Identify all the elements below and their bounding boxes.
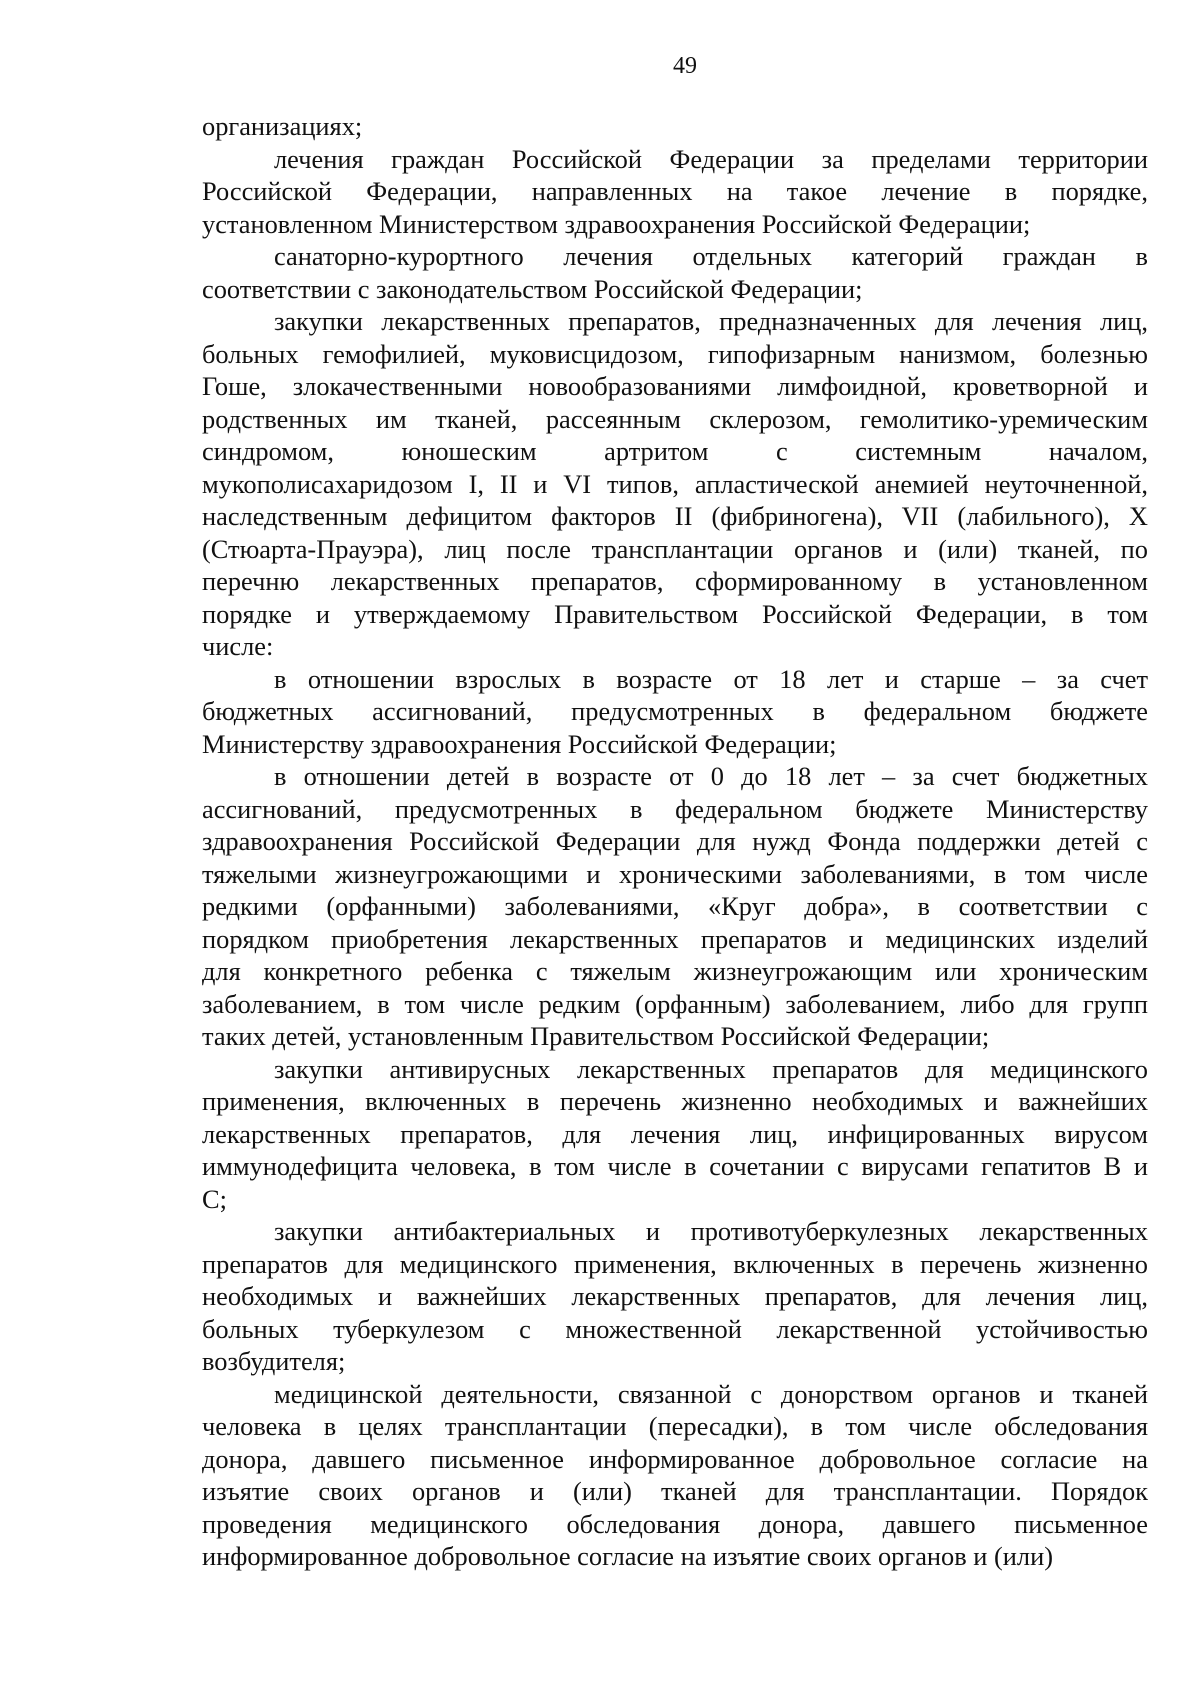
text-line: родственных им тканей, рассеянным склерозом, гемолитико-уремическим: [202, 403, 1148, 434]
text-line: проведения медицинского обследования донора, давшего письменное: [202, 1508, 1148, 1539]
text-line: для конкретного ребенка с тяжелым жизнеугрожающим или хроническим: [202, 956, 1148, 986]
text-line: перечню лекарственных препаратов, сформированному в установленном: [202, 566, 1148, 596]
text-line: изъятие своих органов и (или) тканей для трансплантации. Порядок: [202, 1476, 1148, 1506]
text-line: в отношении детей в возрасте от 0 до 18 лет – за счет бюджетных: [274, 761, 1148, 791]
text-line: применения, включенных в перечень жизненно необходимых и важнейших: [202, 1086, 1148, 1116]
paragraph: [202, 143, 1148, 241]
text-line: больных гемофилией, муковисцидозом, гипофизарным нанизмом, болезнью: [202, 338, 1148, 369]
text-line: информированное добровольное согласие на изъятие своих органов и (или): [202, 1541, 1054, 1571]
text-line: здравоохранения Российской Федерации для нужд Фонда поддержки детей с: [202, 826, 1148, 856]
document-body: [202, 110, 1148, 1573]
text-line: мукополисахаридозом I, II и VI типов, апластической анемией неуточненной,: [202, 468, 1148, 499]
text-line: (Стюарта-Прауэра), лиц после трансплантации органов и (или) тканей, по: [202, 533, 1148, 564]
text-line: закупки лекарственных препаратов, предназначенных для лечения лиц,: [274, 306, 1148, 336]
text-line: необходимых и важнейших лекарственных препаратов, для лечения лиц,: [202, 1281, 1148, 1311]
text-line: заболеванием, в том числе редким (орфанным) заболеванием, либо для групп: [202, 988, 1148, 1019]
paragraph: [202, 1378, 1148, 1573]
text-line: тяжелыми жизнеугрожающими и хроническими заболеваниями, в том числе: [202, 858, 1148, 889]
text-line: санаторно-курортного лечения отдельных категорий граждан в: [274, 241, 1148, 271]
text-line: закупки антибактериальных и противотуберкулезных лекарственных: [274, 1216, 1148, 1246]
text-line: препаратов для медицинского применения, включенных в перечень жизненно: [202, 1248, 1148, 1279]
paragraph: [202, 1215, 1148, 1378]
text-line: иммунодефицита человека, в том числе в сочетании с вирусами гепатитов B и: [202, 1151, 1148, 1181]
text-line: лекарственных препаратов, для лечения лиц, инфицированных вирусом: [202, 1118, 1148, 1149]
text-line: возбудителя;: [202, 1346, 346, 1376]
text-line: лечения граждан Российской Федерации за пределами территории: [274, 143, 1148, 174]
text-line: Министерству здравоохранения Российской Федерации;: [202, 728, 837, 759]
text-line: человека в целях трансплантации (пересадки), в том числе обследования: [202, 1411, 1148, 1441]
text-line: порядке и утверждаемому Правительством Российской Федерации, в том: [202, 598, 1148, 629]
text-line: числе:: [202, 631, 274, 661]
text-line: бюджетных ассигнований, предусмотренных в федеральном бюджете: [202, 696, 1148, 726]
text-line: организациях;: [202, 111, 363, 141]
text-line: в отношении взрослых в возрасте от 18 лет и старше – за счет: [274, 663, 1148, 694]
text-line: больных туберкулезом с множественной лекарственной устойчивостью: [202, 1313, 1148, 1344]
text-line: наследственным дефицитом факторов II (фибриногена), VII (лабильного), X: [202, 501, 1148, 531]
paragraph: [202, 240, 1148, 305]
paragraph: [202, 663, 1148, 761]
text-line: редкими (орфанными) заболеваниями, «Круг добра», в соответствии с: [202, 891, 1148, 921]
text-line: Гоше, злокачественными новообразованиями лимфоидной, кроветворной и: [202, 371, 1148, 401]
paragraph: [202, 760, 1148, 1053]
page-number: 49: [673, 53, 697, 79]
text-line: C;: [202, 1183, 227, 1214]
paragraph: [202, 1053, 1148, 1216]
text-line: донора, давшего письменное информированное добровольное согласие на: [202, 1443, 1148, 1474]
text-line: синдромом, юношеским артритом с системным началом,: [202, 436, 1148, 466]
text-line: установленном Министерством здравоохранения Российской Федерации;: [202, 208, 1031, 239]
text-line: порядком приобретения лекарственных препаратов и медицинских изделий: [202, 923, 1148, 954]
text-line: соответствии с законодательством Российской Федерации;: [202, 273, 863, 304]
text-line: медицинской деятельности, связанной с донорством органов и тканей: [274, 1378, 1148, 1409]
text-line: Российской Федерации, направленных на такое лечение в порядке,: [202, 176, 1148, 206]
text-line: ассигнований, предусмотренных в федеральном бюджете Министерству: [202, 793, 1148, 824]
paragraph: [202, 110, 1148, 143]
text-line: таких детей, установленным Правительством Российской Федерации;: [202, 1021, 990, 1051]
text-line: закупки антивирусных лекарственных препаратов для медицинского: [274, 1053, 1148, 1084]
paragraph: [202, 305, 1148, 663]
